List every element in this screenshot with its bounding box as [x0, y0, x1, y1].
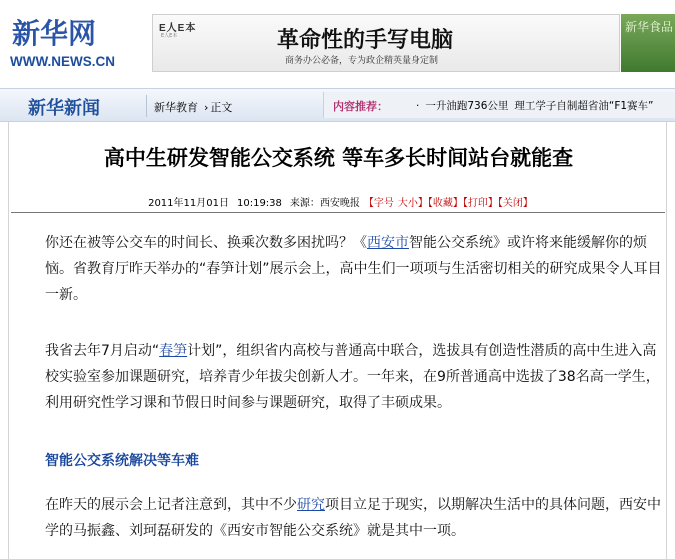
- ad-subtitle: 商务办公必备，专为政企精英量身定制: [285, 56, 439, 66]
- article-time: 10:19:38: [236, 198, 282, 209]
- source-label: 来源：: [289, 198, 320, 209]
- logo-url: WWW.NEWS.CN: [10, 54, 115, 69]
- section-logo[interactable]: 新华新闻: [28, 98, 100, 119]
- breadcrumb-current: 正文: [210, 101, 233, 114]
- article-meta: 2011年11月01日 10:19:38 来源：西安晚报 【字号 大小】【收藏】【打印】【关闭】: [148, 198, 533, 209]
- ticker-bullet: ·: [416, 100, 420, 112]
- font-size-label: 字号: [373, 198, 394, 209]
- nav-divider: [146, 95, 147, 117]
- inline-link-research[interactable]: 研究: [297, 497, 325, 513]
- ad-title: 革命性的手写电脑: [277, 28, 454, 53]
- logo-chinese: 新华网: [12, 17, 97, 50]
- close-button[interactable]: 关闭: [502, 198, 523, 209]
- breadcrumb: [154, 99, 234, 115]
- paragraph-2: [45, 338, 663, 416]
- side-ad[interactable]: [621, 14, 675, 72]
- favorite-button[interactable]: 收藏: [432, 198, 453, 209]
- paragraph-text: 在昨天的展示会上记者注意到，其中不少: [45, 497, 297, 513]
- article-date: 2011年11月01日: [148, 198, 229, 209]
- paragraph-text: 智能公交系统》或许将来能缓解你的烦恼。省教育厅昨天举办的“春笋计划”展示会上，高中生们一项项与生活密切相关的研究成果令人耳目一新。: [45, 235, 662, 303]
- font-small-button[interactable]: 小: [407, 198, 418, 209]
- inline-link-chunsun[interactable]: 春笋: [159, 343, 188, 359]
- recommendation-box: [323, 92, 675, 118]
- site-logo[interactable]: [8, 8, 146, 78]
- paragraph-text: 项目立足于现实，以期解决生活中的具体问题，西安中学的马振鑫、刘珂磊研发的《西安市智能公交系统》就是其中一项。: [45, 497, 661, 539]
- recommendation-label: 内容推荐：: [333, 100, 388, 113]
- paragraph-text: 我省去年7月启动“: [45, 343, 160, 359]
- font-big-button[interactable]: 大: [397, 198, 408, 209]
- article-body: [8, 122, 667, 559]
- recommendation-ticker: [416, 98, 660, 113]
- article-headline: 高中生研发智能公交系统 等车多长时间站台就能查: [103, 146, 574, 170]
- recommendation-link[interactable]: 理工学子自制超省油“F1赛车”: [514, 100, 654, 112]
- paragraph-1: [45, 230, 663, 308]
- section-subheading: 智能公交系统解决等车难: [45, 453, 199, 469]
- site-header: [0, 0, 675, 84]
- ad-brand-sub: E人E本: [161, 33, 178, 39]
- breadcrumb-separator: ›: [204, 101, 209, 114]
- paragraph-text: 你还在被等公交车的时间长、换乘次数多困扰吗？《: [45, 235, 367, 251]
- paragraph-3: [45, 492, 663, 544]
- recommendation-link[interactable]: 一升油跑736公里: [425, 100, 509, 112]
- ad-banner[interactable]: [152, 14, 620, 72]
- ad-brand-logo: E人E本: [159, 23, 197, 34]
- article-source: 西安晚报: [319, 198, 360, 209]
- breadcrumb-education[interactable]: 新华教育: [154, 101, 198, 114]
- paragraph-text: 计划”，组织省内高校与普通高中联合，选拔具有创造性潜质的高中生进入高校实验室参加课题研究，培养青少年拔尖创新人才。一年来，在9所普通高中选拔了38名高一学生，利用研究性学习课和节假日时间参与课题研究，取得了丰硕成果。: [45, 343, 660, 411]
- inline-link-xian[interactable]: 西安市: [367, 235, 409, 251]
- print-button[interactable]: 打印: [467, 198, 488, 209]
- side-ad-text: 新华食品: [625, 20, 674, 34]
- meta-divider: [11, 212, 665, 213]
- nav-bar: [0, 88, 675, 122]
